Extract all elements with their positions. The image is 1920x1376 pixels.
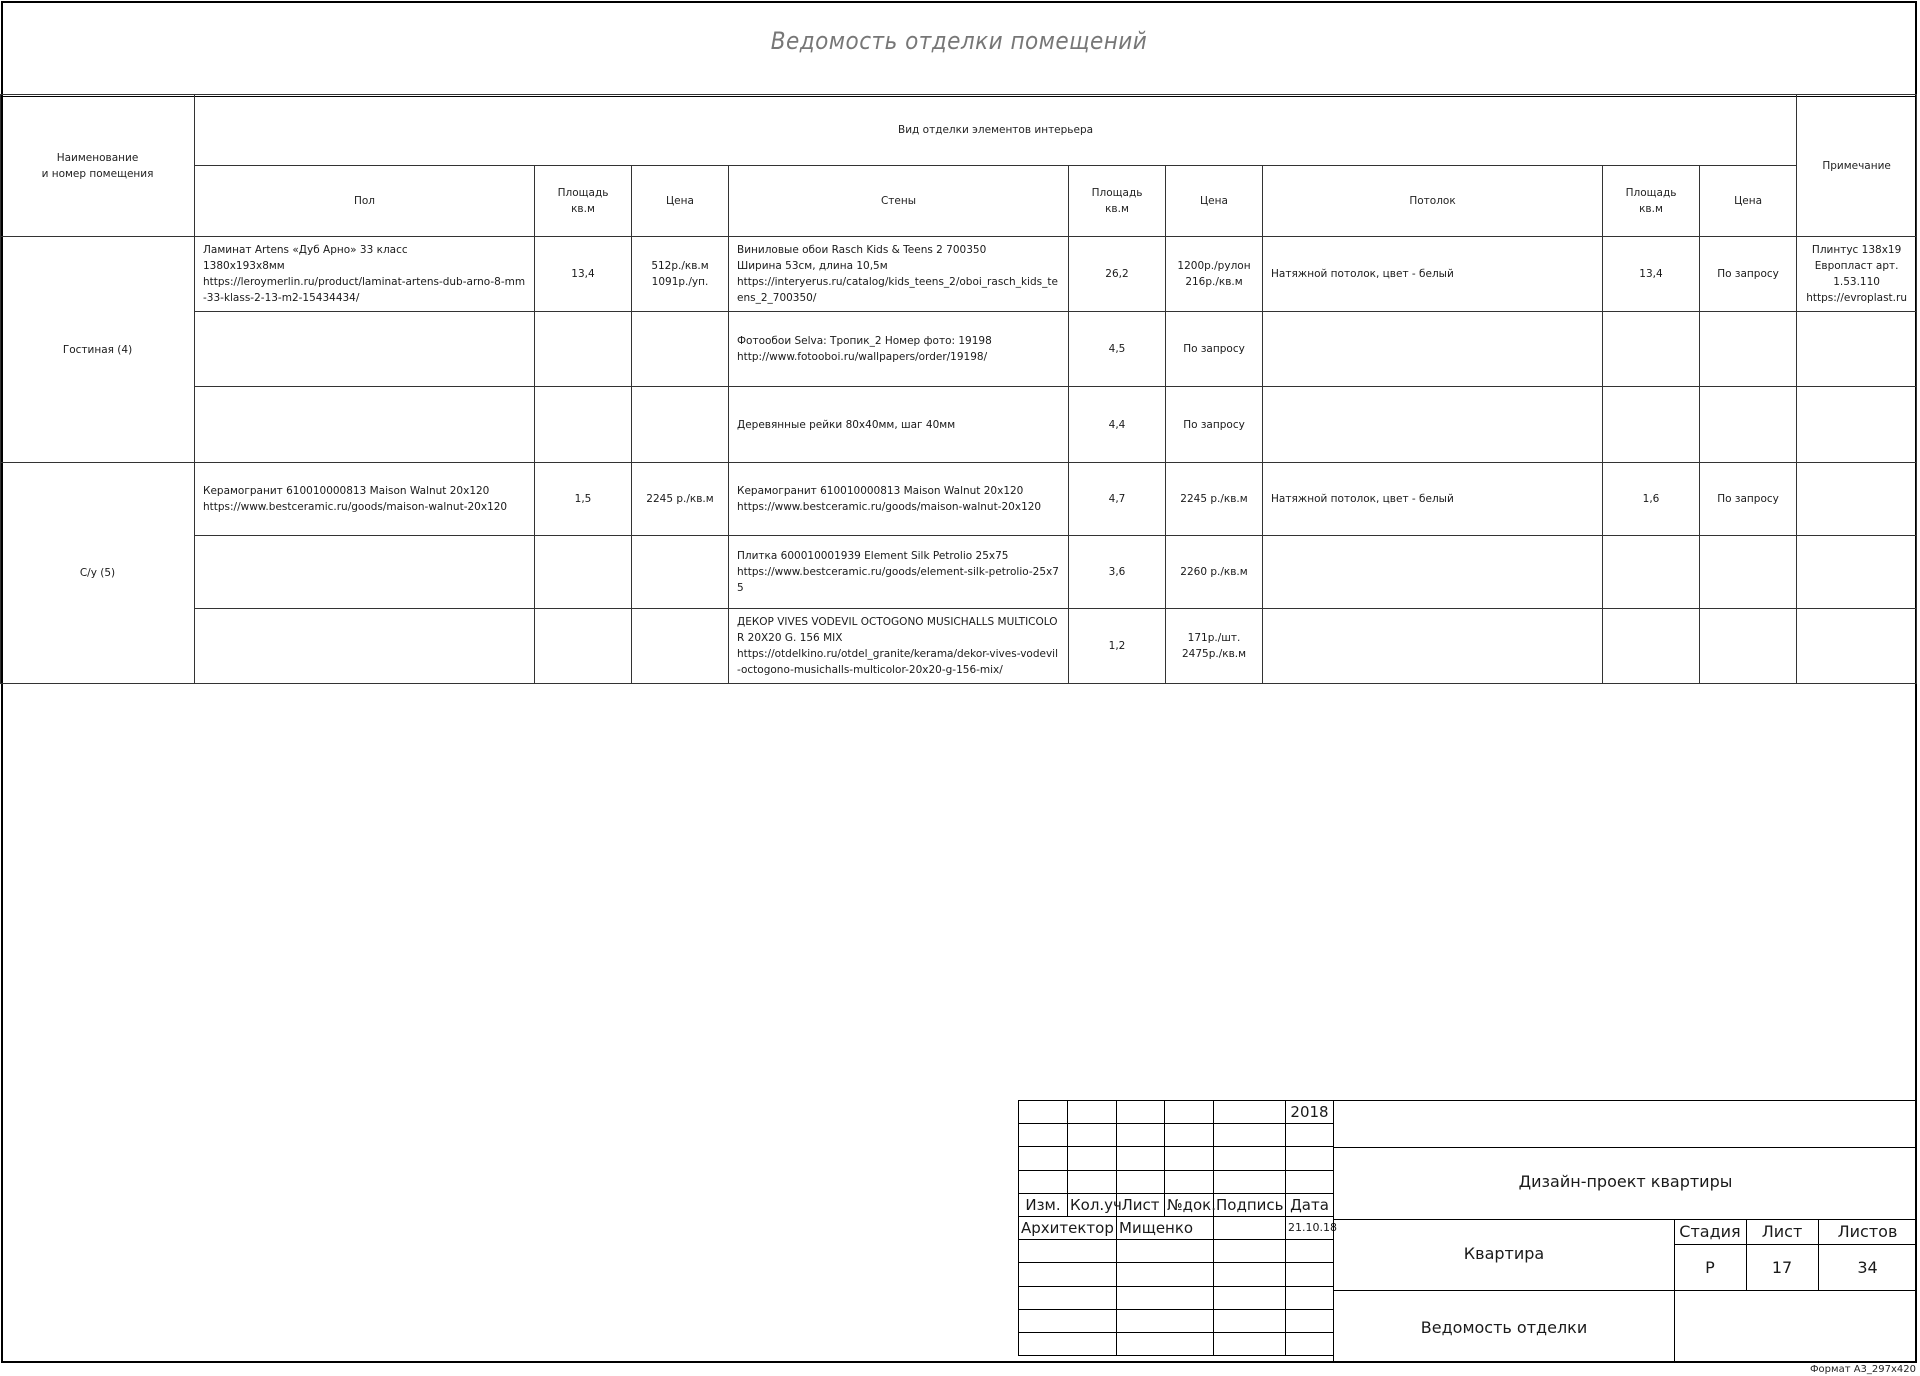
table-row (1, 609, 1917, 684)
table-row (1, 312, 1917, 387)
header-walls: Стены (729, 166, 1069, 237)
wall-area: 1,2 (1069, 609, 1166, 684)
col-podpis: Подпись (1214, 1193, 1286, 1216)
ceiling-finish: Натяжной потолок, цвет - белый (1263, 237, 1603, 312)
floor-area: 1,5 (535, 463, 632, 536)
sheet-value: 17 (1771, 1258, 1793, 1277)
wall-area: 4,5 (1069, 312, 1166, 387)
wall-finish: Деревянные рейки 80х40мм, шаг 40мм (729, 387, 1069, 463)
sheets-value: 34 (1857, 1258, 1878, 1277)
header-room (1, 95, 195, 237)
header-walls-area: Площадь кв.м (1069, 166, 1166, 237)
date: 21.10.18 (1286, 1216, 1334, 1239)
table-row (1, 536, 1917, 609)
wall-price: 2245 р./кв.м (1166, 463, 1263, 536)
wall-finish: Керамогранит 610010000813 Maison Walnut 20x120 https://www.bestceramic.ru/goods/maison-walnut-20x120 (729, 463, 1069, 536)
header-ceiling-price: Цена (1700, 166, 1797, 237)
room-name: Гостиная (4) (1, 237, 195, 463)
floor-price: 512р./кв.м 1091р./уп. (632, 237, 729, 312)
wall-area: 3,6 (1069, 536, 1166, 609)
wall-area: 4,4 (1069, 387, 1166, 463)
wall-finish: ДЕКОР VIVES VODEVIL OCTOGONO MUSICHALLS MULTICOLOR 20X20 G. 156 MIX https://otdelkino.ru/otdel_granite/kerama/dekor-vives-vodevil-octogono-musichalls-multicolor-20x20-g-156-mix/ (729, 609, 1069, 684)
table-row (1, 237, 1917, 312)
stage-value: Р (1705, 1258, 1715, 1277)
floor-finish: Ламинат Artens «Дуб Арно» 33 класс 1380х193х8мм https://leroymerlin.ru/product/laminat-artens-dub-arno-8-mm-33-klass-2-13-m2-15434434/ (195, 237, 535, 312)
wall-area: 26,2 (1069, 237, 1166, 312)
wall-finish: Фотообои Selva: Тропик_2 Номер фото: 19198 http://www.fotooboi.ru/wallpapers/order/19198/ (729, 312, 1069, 387)
header-finish-type: Вид отделки элементов интерьера (195, 95, 1797, 166)
wall-area: 4,7 (1069, 463, 1166, 536)
stage-label: Стадия (1679, 1222, 1741, 1241)
table-row (1, 463, 1917, 536)
header-floor-price: Цена (632, 166, 729, 237)
wall-finish: Виниловые обои Rasch Kids & Teens 2 700350 Ширина 53см, длина 10,5м https://interyerus.ru/catalog/kids_teens_2/oboi_rasch_kids_teens_2_700350/ (729, 237, 1069, 312)
col-list: Лист (1117, 1193, 1165, 1216)
sheets-label: Листов (1837, 1222, 1898, 1241)
object-name: Квартира (1463, 1244, 1545, 1263)
header-ceiling-area: Площадь кв.м (1603, 166, 1700, 237)
floor-area: 13,4 (535, 237, 632, 312)
header-floor-area: Площадь кв.м (535, 166, 632, 237)
wall-price: 2260 р./кв.м (1166, 536, 1263, 609)
floor-price: 2245 р./кв.м (632, 463, 729, 536)
ceiling-finish: Натяжной потолок, цвет - белый (1263, 463, 1603, 536)
wall-price: По запросу (1166, 312, 1263, 387)
project-name: Дизайн-проект квартиры (1518, 1172, 1733, 1191)
room-name: С/у (5) (1, 463, 195, 684)
header-note: Примечание (1797, 95, 1917, 237)
format-note: Формат А3_297х420 (1809, 1364, 1916, 1375)
title-block-info (1333, 1100, 1917, 1362)
year: 2018 (1286, 1101, 1334, 1124)
header-floor: Пол (195, 166, 535, 237)
header-ceiling: Потолок (1263, 166, 1603, 237)
ceiling-area: 1,6 (1603, 463, 1700, 536)
col-ndok: №док. (1165, 1193, 1214, 1216)
table-row (1, 387, 1917, 463)
col-kol: Кол.уч (1068, 1193, 1117, 1216)
header-walls-price: Цена (1166, 166, 1263, 237)
sheet-name: Ведомость отделки (1420, 1318, 1588, 1337)
title-block (1018, 1100, 1916, 1362)
role: Архитектор (1019, 1216, 1117, 1239)
ceiling-area: 13,4 (1603, 237, 1700, 312)
ceiling-price: По запросу (1700, 463, 1797, 536)
col-izm: Изм. (1019, 1193, 1068, 1216)
col-data: Дата (1286, 1193, 1334, 1216)
wall-price: По запросу (1166, 387, 1263, 463)
title-block-revisions (1018, 1100, 1337, 1356)
person: Мищенко (1117, 1216, 1214, 1239)
sheet-label: Лист (1761, 1222, 1803, 1241)
header-room-text: Наименование и номер помещения (41, 151, 154, 180)
note: Плинтус 138х19 Европласт арт. 1.53.110 https://evroplast.ru (1797, 237, 1917, 312)
wall-price: 1200р./рулон 216р./кв.м (1166, 237, 1263, 312)
finish-schedule-table (0, 94, 1917, 684)
document-title: Ведомость отделки помещений (770, 27, 1148, 55)
floor-finish: Керамогранит 610010000813 Maison Walnut 20x120 https://www.bestceramic.ru/goods/maison-walnut-20x120 (195, 463, 535, 536)
wall-finish: Плитка 600010001939 Element Silk Petrolio 25x75 https://www.bestceramic.ru/goods/element-silk-petrolio-25x75 (729, 536, 1069, 609)
wall-price: 171р./шт. 2475р./кв.м (1166, 609, 1263, 684)
ceiling-price: По запросу (1700, 237, 1797, 312)
